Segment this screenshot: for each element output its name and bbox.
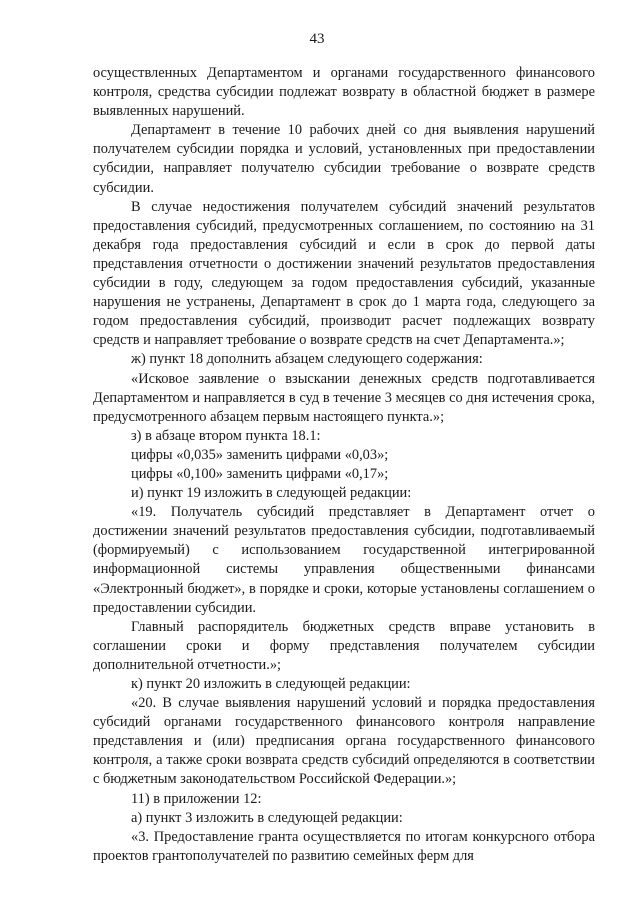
paragraph: осуществленных Департаментом и органами государственного финансового контроля, средства субсидии подлежат возврату в областной бюджет в размере выявленных нарушений. <box>93 65 595 120</box>
paragraph: «19. Получатель субсидий представляет в Департамент отчет о достижении значений результатов предоставления субсидии, подготавливаемый (формируемый) с использованием государственной интегрированной информационной системы управления общественными финансами «Электронный бюджет», в порядке и сроки, которые установлены соглашением о предоставлении субсидии. <box>93 504 595 616</box>
paragraph: «20. В случае выявления нарушений условий и порядка предоставления субсидий органами государственного финансового контроля направление представления и (или) предписания органа государственного финансового контроля, а также сроки возврата средств субсидий определяются в соответствии с бюджетным законодательством Российской Федерации.»; <box>93 695 595 788</box>
paragraph: ж) пункт 18 дополнить абзацем следующего содержания: <box>131 351 483 368</box>
paragraph: Департамент в течение 10 рабочих дней со дня выявления нарушений получателем субсидии порядка и условий, установленных при предоставлении субсидии, направляет получателю субсидии требование о возврате средств субсидии. <box>93 122 595 196</box>
page-number: 43 <box>309 31 325 47</box>
paragraph: з) в абзаце втором пункта 18.1: <box>131 427 321 444</box>
document-body <box>93 64 595 866</box>
paragraph: и) пункт 19 изложить в следующей редакции: <box>131 485 412 502</box>
paragraph: В случае недостижения получателем субсидий значений результатов предоставления субсидий, предусмотренных соглашением, по состоянию на 31 декабря года предоставления субсидий и если в срок до первой даты представления отчетности о достижении значений результатов предоставления субсидии в году, следующем за годом предоставления субсидий, указанные нарушения не устранены, Департамент в срок до 1 марта года, следующего за годом предоставления субсидий, производит расчет подлежащих возврату средств и направляет требование о возврате средств на счет Департамента.»; <box>93 198 595 349</box>
paragraph: 11) в приложении 12: <box>131 790 262 807</box>
paragraph: «Исковое заявление о взыскании денежных средств подготавливается Департаментом и направляется в суд в течение 3 месяцев со дня истечения срока, предусмотренного абзацем первым настоящего пункта.»; <box>93 370 595 425</box>
paragraph: цифры «0,100» заменить цифрами «0,17»; <box>131 465 389 482</box>
paragraph: к) пункт 20 изложить в следующей редакции: <box>131 676 411 692</box>
paragraph: цифры «0,035» заменить цифрами «0,03»; <box>131 446 389 463</box>
paragraph: «3. Предоставление гранта осуществляется по итогам конкурсного отбора проектов грантополучателей по развитию семейных ферм для <box>93 828 595 864</box>
paragraph: Главный распорядитель бюджетных средств вправе установить в соглашении сроки и форму представления получателем субсидии дополнительной отчетности.»; <box>93 618 595 673</box>
paragraph: а) пункт 3 изложить в следующей редакции: <box>131 809 403 826</box>
